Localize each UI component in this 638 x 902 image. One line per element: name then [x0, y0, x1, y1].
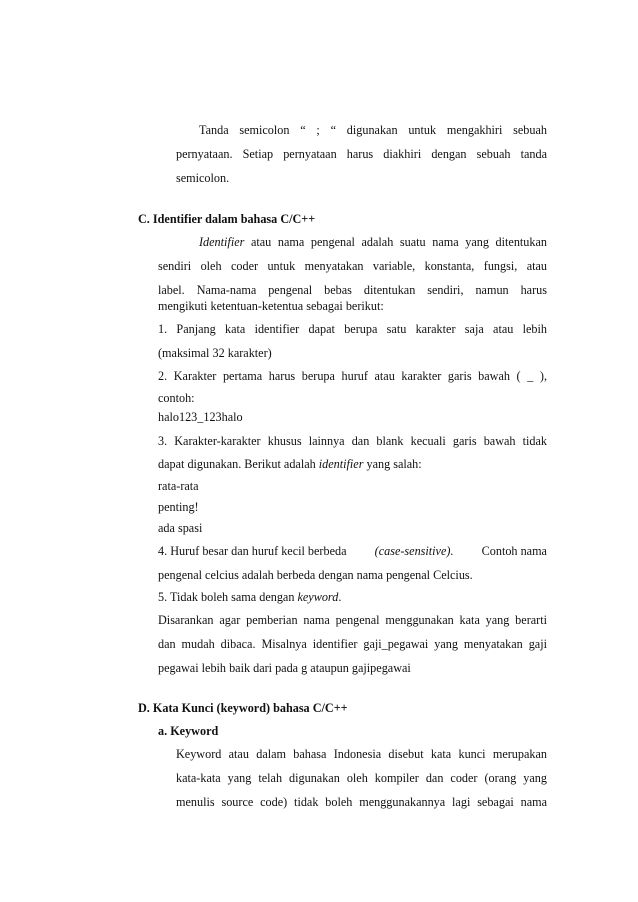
rule-3-example-2: penting!: [158, 500, 199, 514]
keyword-term: keyword: [297, 590, 339, 604]
rule-4-line-1-post: Contoh nama: [481, 544, 547, 558]
section-d-subheading-a: a. Keyword: [158, 724, 219, 738]
rule-1-line-1: 1. Panjang kata identifier dapat berupa satu karakter saja atau lebih: [158, 322, 547, 336]
rule-5-pre: 5. Tidak boleh sama dengan: [158, 590, 298, 604]
rule-3-line-2-pre: dapat digunakan. Berikut adalah: [158, 457, 319, 471]
advice-line-3: pegawai lebih baik dari pada g ataupun gajipegawai: [158, 661, 411, 675]
section-c-p1-line-3: label. Nama-nama pengenal bebas ditentukan sendiri, namun harus: [158, 283, 547, 297]
rule-3-line-1: 3. Karakter-karakter khusus lainnya dan blank kecuali garis bawah tidak: [158, 434, 547, 448]
rule-2-line-2: contoh:: [158, 391, 195, 405]
rule-1-line-2: (maksimal 32 karakter): [158, 346, 272, 360]
section-c-p1-line-2: sendiri oleh coder untuk menyatakan variable, konstanta, fungsi, atau: [158, 259, 547, 273]
advice-line-1: Disarankan agar pemberian nama pengenal menggunakan kata yang berarti: [158, 613, 547, 627]
rule-4-line-1: [158, 543, 547, 559]
rule-4-line-1-pre: 4. Huruf besar dan huruf kecil berbeda: [158, 544, 347, 558]
section-c-p1-line-1-rest: atau nama pengenal adalah suatu nama yang ditentukan: [244, 235, 547, 249]
rule-3-identifier-term: identifier: [318, 457, 364, 471]
section-c-p1-line-1: [199, 234, 547, 250]
intro-line-1: Tanda semicolon “ ; “ digunakan untuk mengakhiri sebuah: [199, 123, 547, 137]
rule-2-example: halo123_123halo: [158, 410, 243, 424]
rule-2-line-1: 2. Karakter pertama harus berupa huruf atau karakter garis bawah ( _ ),: [158, 369, 547, 383]
intro-line-3: semicolon.: [176, 171, 230, 185]
identifier-term: Identifier: [199, 235, 245, 249]
section-c-p1-line-4: mengikuti ketentuan-ketentua sebagai berikut:: [158, 299, 384, 313]
section-d-p1-line-1: Keyword atau dalam bahasa Indonesia disebut kata kunci merupakan: [176, 747, 547, 761]
rule-3-line-2: [158, 456, 422, 472]
advice-line-2: dan mudah dibaca. Misalnya identifier gaji_pegawai yang menyatakan gaji: [158, 637, 547, 651]
section-d-p1-line-3: menulis source code) tidak boleh menggunakannya lagi sebagai nama: [176, 795, 547, 809]
rule-3-line-2-post: yang salah:: [363, 457, 422, 471]
section-d-heading: D. Kata Kunci (keyword) bahasa C/C++: [138, 701, 348, 715]
rule-5: [158, 589, 341, 605]
intro-line-2: pernyataan. Setiap pernyataan harus diakhiri dengan sebuah tanda: [176, 147, 547, 161]
section-d-p1-line-2: kata-kata yang telah digunakan oleh kompiler dan coder (orang yang: [176, 771, 547, 785]
section-c-heading: C. Identifier dalam bahasa C/C++: [138, 212, 316, 226]
rule-4-line-2: pengenal celcius adalah berbeda dengan nama pengenal Celcius.: [158, 568, 473, 582]
rule-5-post: .: [338, 590, 342, 604]
rule-3-example-1: rata-rata: [158, 479, 199, 493]
rule-3-example-3: ada spasi: [158, 521, 203, 535]
case-sensitive-term: (case-sensitive).: [374, 544, 454, 558]
